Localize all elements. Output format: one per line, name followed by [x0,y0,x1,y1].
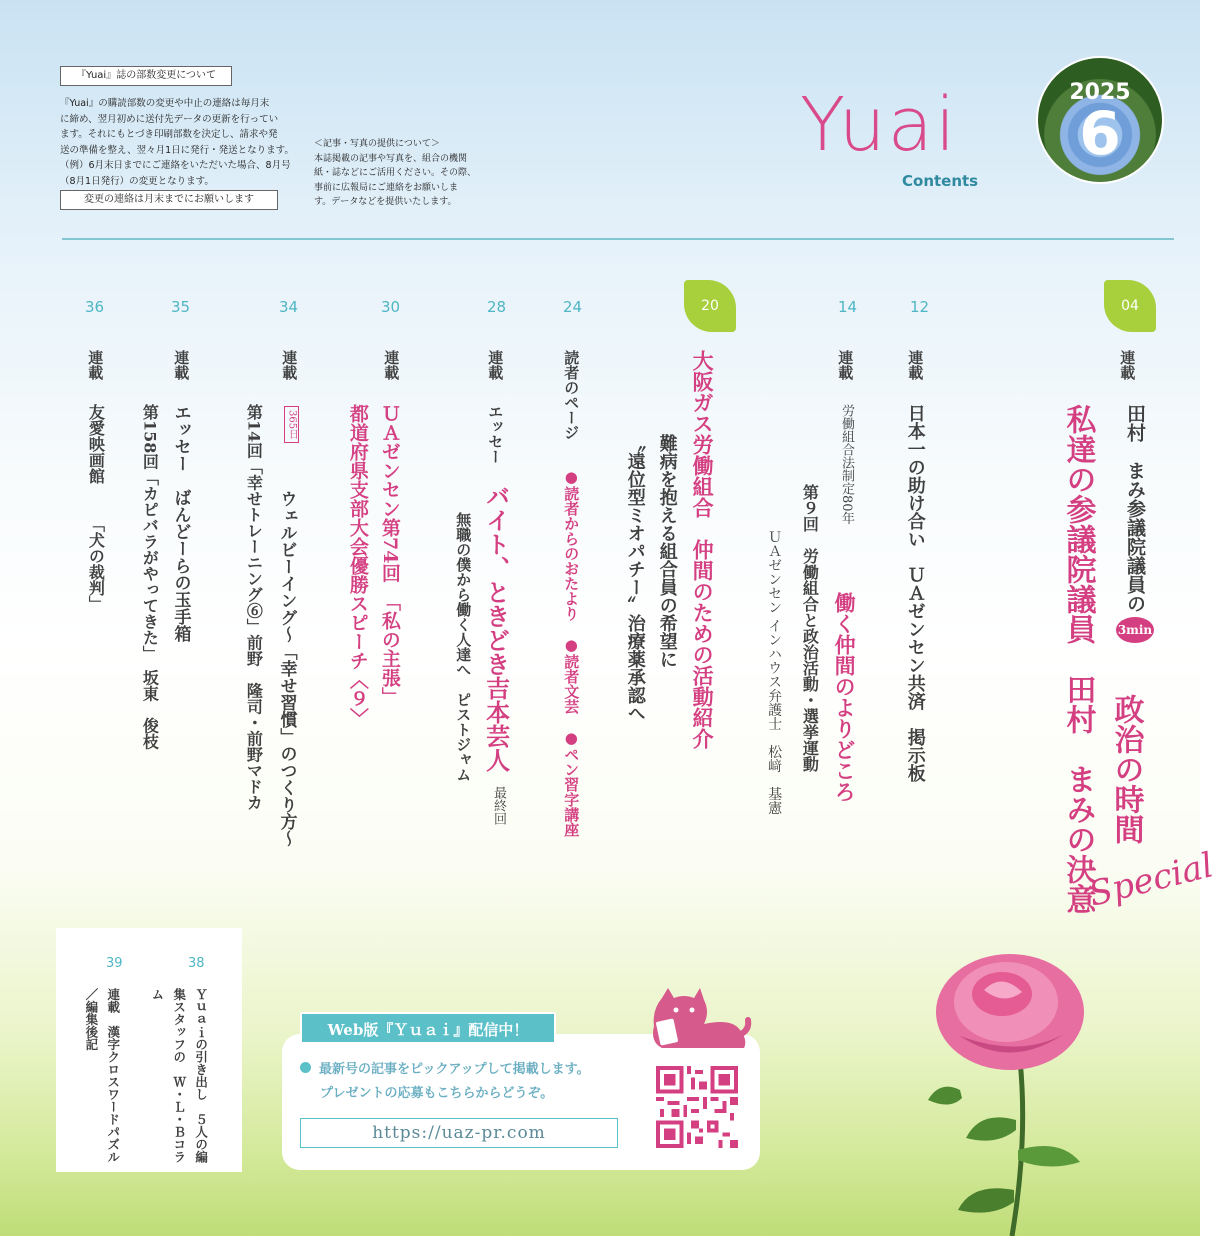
page-num-34: 34 [279,298,299,316]
toc-04-3min: 3min [1116,617,1154,643]
toc-20-title: 大阪ガス労働組合 仲間のための活動紹介 [690,350,716,749]
toc-20-line3: 〝遠位型ミオパチー〟治療薬承認へ [624,434,646,722]
toc-35-line2: 第158回「カピバラがやってきた」 坂東 俊枝 [140,404,160,750]
web-url-link[interactable]: https://uaz-pr.com [300,1118,618,1148]
toc-36-title: 友愛映画館 [86,404,106,484]
toc-14-label: 連載 [836,350,855,380]
page-num-35: 35 [171,298,191,316]
toc-36-label: 連載 [86,350,105,380]
toc-28-label: 連載 [486,350,505,380]
rose-illustration [900,940,1200,1236]
page-num-14: 14 [838,298,858,316]
toc-36-movie: 「犬の裁判」 [86,516,106,612]
toc-34-line2: ウェルビーイング～「幸せ習慣」のつくり方～ [276,490,297,847]
toc-04-title: 政治の時間 [1108,694,1144,844]
toc-30-label: 連載 [382,350,401,380]
bullet-icon [300,1062,311,1073]
notice-deadline: 変更の連絡は月末までにお願いします [60,190,278,210]
page-num-30: 30 [381,298,401,316]
page-num-38: 38 [188,956,205,971]
notice-title: 『Yuai』誌の部数変更について [60,66,232,86]
toc-30-line1: ＵＡゼンセン第74回 「私の主張」 [378,404,401,706]
page-num-04: 04 [1121,298,1139,314]
page-num-12: 12 [910,298,930,316]
toc-04-title2: 私達の参議院議員 田村 まみの決意 [1060,404,1096,914]
toc-35-label: 連載 [172,350,191,380]
page-num-39: 39 [106,956,123,971]
page-leaf-20 [684,280,736,332]
special-tag: Special [1085,845,1217,915]
toc-04-subline: 田村 まみ参議院議員の [1124,404,1146,613]
issue-year: 2025 [1069,80,1131,105]
toc-14-line3: 第９回 労働組合と政治活動・選挙運動 [800,484,820,772]
web-title: Web版『Ｙｕａｉ』配信中！ [300,1012,556,1044]
toc-28-final: 最終回 [490,786,506,825]
notice-body: 『Yuai』の購読部数の変更や中止の連絡は毎月末 に締め、翌月初めに送付先データの更新を行ってい ます。それにもとづき印刷部数を決定し、請求や発 送の準備を整え、翌々月1日に発行・発送となります。 （例）6月末日までにご連絡をいただいた場合、8月号 （8月1日発行）の変更となります。 [60,98,294,187]
toc-34-line3: 第14回「幸せトレーニング⑥」前野 隆司・前野マドカ [244,404,264,811]
issue-badge [1036,56,1164,184]
toc-24-items: ●読者からのおたより ●読者文芸 ●ペン習字講座 [562,468,581,837]
toc-28-line4: 無職の僕から働く人達へ ピストジャム [454,512,473,782]
cat-reading-icon [632,986,750,1050]
page-num-36: 36 [85,298,105,316]
toc-28-title: バイト、ときどき吉本芸人 [481,484,511,772]
toc-12-label: 連載 [906,350,925,380]
issue-month: 6 [1079,99,1121,169]
page-num-24: 24 [563,298,583,316]
article-notice: ＜記事・写真の提供について＞ 本誌掲載の記事や写真を、組合の機関 紙・誌などにご活用ください。その際、 事前に広報局にご連絡をお願いしま す。データなどを提供いたします。 [314,139,477,207]
toc-14-title: 働く仲間のよりどころ [832,592,858,802]
extras-38-text: Ｙｕａｉの引き出し ５人の編集スタッフの Ｗ・Ｌ・Ｂコラム [149,988,209,1163]
page-num-20: 20 [701,298,719,314]
toc-04-label: 連載 [1118,350,1137,380]
toc-24-title: 読者のページ [562,350,581,440]
contents-label: Contents [902,172,979,190]
toc-35-line1: エッセー ばんどーらの玉手箱 [170,404,191,642]
toc-34-365-tag: 365日 [284,406,300,443]
toc-28-essay: エッセー [486,404,505,464]
toc-12-text: 日本一の助け合い ＵＡゼンセン共済 掲示板 [904,404,926,782]
toc-34-365 [282,406,300,443]
toc-04-sub [1116,404,1154,647]
qr-code[interactable] [656,1066,738,1148]
header-divider [62,238,1174,240]
toc-20-line2: 難病を抱える組合員の希望に [656,434,678,668]
yuai-logo: Yuai [800,82,958,168]
web-line1 [300,1058,590,1077]
page-leaf-04 [1104,280,1156,332]
toc-14-sub: 労働組合法制定80年 [838,404,854,525]
toc-30-line2: 都道府県支部大会優勝スピーチ〈９〉 [346,404,369,727]
toc-14-line4: ＵＡゼンセン インハウス弁護士 松﨑 基憲 [766,530,783,815]
extras-39-text: 連載 漢字クロスワードパズル／編集後記 [83,988,121,1163]
toc-34-label: 連載 [280,350,299,380]
web-line1-text: 最新号の記事をピックアップして掲載します。 [319,1062,590,1077]
web-line2: プレゼントの応募もこちらからどうぞ。 [320,1086,554,1101]
page-num-28: 28 [487,298,507,316]
